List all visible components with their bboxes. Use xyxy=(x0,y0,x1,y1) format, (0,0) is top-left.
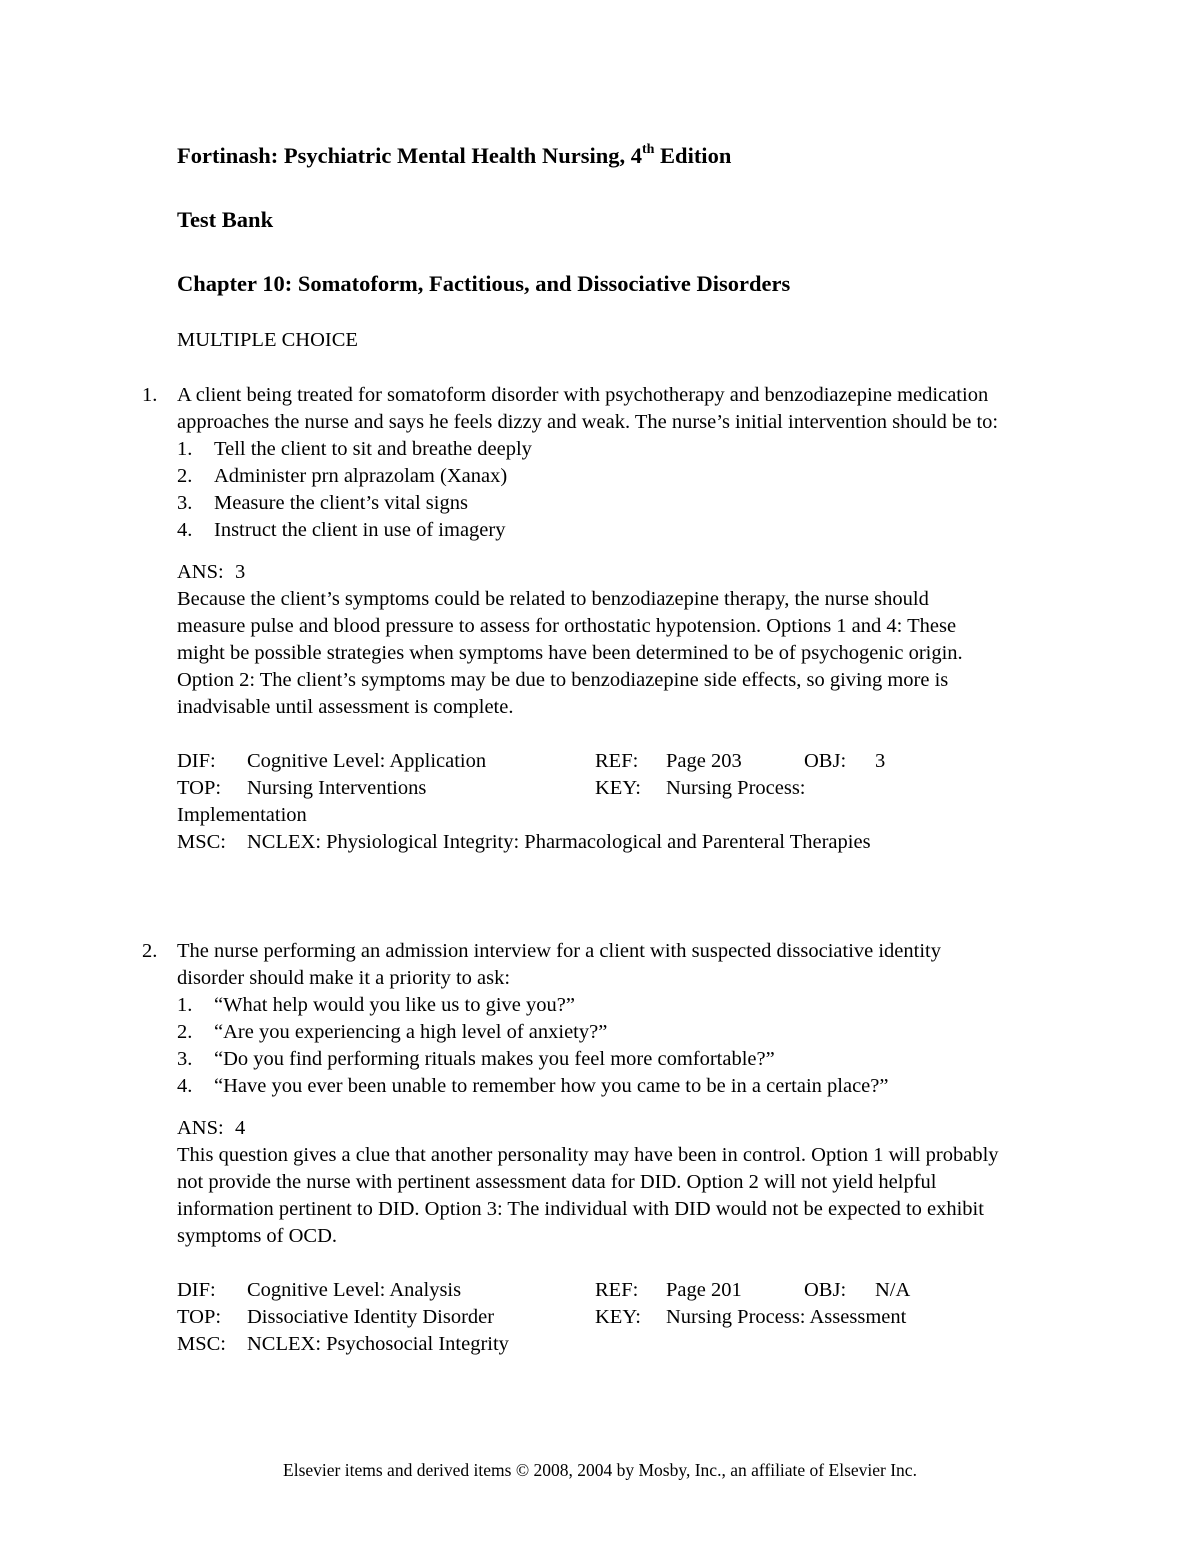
top-value: Nursing Interventions xyxy=(247,777,427,799)
msc-value: NCLEX: Physiological Integrity: Pharmacological and Parenteral Therapies xyxy=(247,831,871,853)
option-text: “Do you find performing rituals makes you feel more comfortable?” xyxy=(214,1048,775,1070)
option-number: 2. xyxy=(177,1021,193,1043)
metadata-row-msc xyxy=(177,1331,1002,1358)
msc-label: MSC: xyxy=(177,831,226,853)
answer-rationale: This question gives a clue that another personality may have been in control. Option 1 will probably not provide the nurse with pertinent assessment data for DID. Option 2 will not yield helpful information pertinent to DID. Option 3: The individual with DID would not be expected to exhibit symptoms of OCD. xyxy=(177,1144,999,1247)
option-number: 2. xyxy=(177,465,193,487)
question-1 xyxy=(142,382,1002,856)
option-number: 1. xyxy=(177,994,193,1016)
option-text: Measure the client’s vital signs xyxy=(214,492,468,514)
msc-label: MSC: xyxy=(177,1333,226,1355)
ref-value: Page 201 xyxy=(666,1279,742,1301)
metadata-row-dif xyxy=(177,748,1002,775)
answer-key xyxy=(177,559,1002,586)
option-number: 3. xyxy=(177,1048,193,1070)
question-body xyxy=(177,382,1002,856)
option-text: “Are you experiencing a high level of anxiety?” xyxy=(214,1021,608,1043)
metadata-row-top xyxy=(177,1304,1002,1331)
answer-rationale: Because the client’s symptoms could be related to benzodiazepine therapy, the nurse should measure pulse and blood pressure to assess for orthostatic hypotension. Options 1 and 4: These might be possible strategies when symptoms have been determined to be of psychogenic origin. Option 2: The client’s symptoms may be due to benzodiazepine side effects, so giving more is inadvisable until assessment is complete. xyxy=(177,588,963,718)
answer-option xyxy=(177,1073,1002,1100)
dif-label: DIF: xyxy=(177,750,216,772)
msc-value: NCLEX: Psychosocial Integrity xyxy=(247,1333,509,1355)
answer-option xyxy=(177,1019,1002,1046)
obj-label: OBJ: xyxy=(804,750,847,772)
key-value: Nursing Process: Assessment xyxy=(666,1306,907,1328)
ref-label: REF: xyxy=(595,1279,639,1301)
option-number: 1. xyxy=(177,438,193,460)
option-number: 4. xyxy=(177,519,193,541)
top-value: Dissociative Identity Disorder xyxy=(247,1306,495,1328)
answer-option xyxy=(177,517,1002,544)
option-number: 4. xyxy=(177,1075,193,1097)
option-text: Instruct the client in use of imagery xyxy=(214,519,506,541)
metadata-row-msc xyxy=(177,829,1002,856)
metadata-row-top xyxy=(177,775,1002,802)
book-title xyxy=(177,143,731,169)
question-body xyxy=(177,938,1002,1358)
book-title-superscript: th xyxy=(641,141,655,157)
question-number: 1. xyxy=(142,384,158,406)
document-subtitle: Test Bank xyxy=(177,207,274,232)
answer-label: ANS: xyxy=(177,561,224,583)
top-label: TOP: xyxy=(177,1306,222,1328)
ref-label: REF: xyxy=(595,750,639,772)
answer-value: 3 xyxy=(235,561,246,583)
ref-value: Page 203 xyxy=(666,750,742,772)
option-text: “Have you ever been unable to remember how you came to be in a certain place?” xyxy=(214,1075,889,1097)
book-title-end: Edition xyxy=(654,143,732,168)
book-title-main: Fortinash: Psychiatric Mental Health Nursing, 4 xyxy=(177,143,642,168)
key-label: KEY: xyxy=(595,1306,641,1328)
metadata-row-dif xyxy=(177,1277,1002,1304)
key-value-continuation: Implementation xyxy=(177,804,307,826)
dif-label: DIF: xyxy=(177,1279,216,1301)
answer-options xyxy=(177,436,1002,544)
dif-value: Cognitive Level: Analysis xyxy=(247,1279,462,1301)
answer-option xyxy=(177,992,1002,1019)
key-label: KEY: xyxy=(595,777,641,799)
obj-label: OBJ: xyxy=(804,1279,847,1301)
key-value: Nursing Process: xyxy=(666,777,806,799)
answer-block xyxy=(177,559,1002,721)
question-2 xyxy=(142,938,1002,1358)
section-heading: MULTIPLE CHOICE xyxy=(177,329,358,351)
question-stem: The nurse performing an admission interview for a client with suspected dissociative identity disorder should make it a priority to ask: xyxy=(177,940,941,989)
answer-option xyxy=(177,436,1002,463)
option-text: Administer prn alprazolam (Xanax) xyxy=(214,465,508,487)
question-number: 2. xyxy=(142,940,158,962)
top-label: TOP: xyxy=(177,777,222,799)
option-text: Tell the client to sit and breathe deeply xyxy=(214,438,532,460)
answer-block xyxy=(177,1115,1002,1250)
question-metadata xyxy=(177,1277,1002,1358)
option-text: “What help would you like us to give you?” xyxy=(214,994,575,1016)
answer-option xyxy=(177,1046,1002,1073)
option-number: 3. xyxy=(177,492,193,514)
answer-options xyxy=(177,992,1002,1100)
copyright-footer: Elsevier items and derived items © 2008, 2004 by Mosby, Inc., an affiliate of Elsevier Inc. xyxy=(283,1460,917,1480)
answer-key xyxy=(177,1115,1002,1142)
answer-option xyxy=(177,490,1002,517)
obj-value: 3 xyxy=(875,750,886,772)
answer-option xyxy=(177,463,1002,490)
obj-value: N/A xyxy=(875,1279,911,1301)
chapter-heading: Chapter 10: Somatoform, Factitious, and Dissociative Disorders xyxy=(177,271,791,296)
question-stem: A client being treated for somatoform disorder with psychotherapy and benzodiazepine medication approaches the nurse and says he feels dizzy and weak. The nurse’s initial intervention should be to: xyxy=(177,384,999,433)
answer-value: 4 xyxy=(235,1117,246,1139)
question-metadata xyxy=(177,748,1002,856)
answer-label: ANS: xyxy=(177,1117,224,1139)
dif-value: Cognitive Level: Application xyxy=(247,750,487,772)
